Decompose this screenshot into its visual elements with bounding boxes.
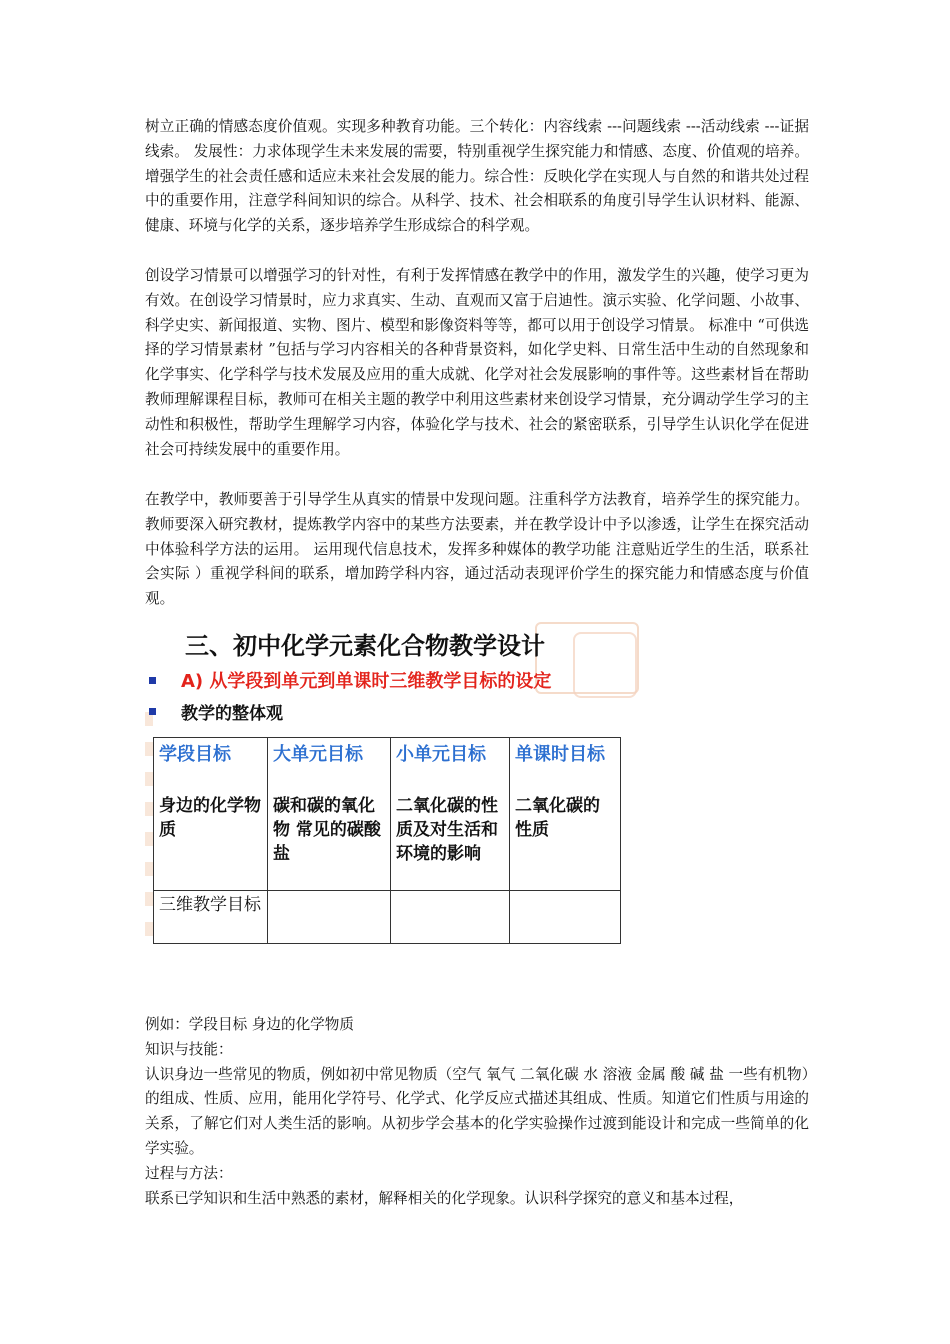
table-cell xyxy=(391,738,510,891)
paragraph-knowledge: 认识身边一些常见的物质，例如初中常见物质（空气 氧气 二氧化碳 水 溶液 金属 酸 碱 盐 一些有机物）的组成、性质、应用，能用化学符号、化学式、化学反应式描述其组成、性质。知道它们性质与用途的关系，了解它们对人类生活的影响。从初步学会基本的化学实验操作过渡到能设计和完成一些简单的化学实验。 xyxy=(145,1065,809,1157)
bullet-icon xyxy=(149,677,156,684)
slide-bullet-objectives: A) 从学段到单元到单课时三维教学目标的设定 xyxy=(181,671,552,692)
slide-title: 三、初中化学元素化合物教学设计 xyxy=(185,632,545,660)
section-heading-knowledge: 知识与技能： xyxy=(145,1040,233,1058)
table-cell xyxy=(154,738,268,891)
table-cell xyxy=(154,891,268,944)
table-cell xyxy=(510,738,621,891)
cell-text: 二氧化碳的性质 xyxy=(515,796,600,840)
cell-text: 碳和碳的氧化物 常见的碳酸盐 xyxy=(273,796,381,864)
paragraph-teaching-methods: 在教学中，教师要善于引导学生从真实的情景中发现问题。注重科学方法教育，培养学生的探究能力。教师要深入研究教材，提炼教学内容中的某些方法要素，并在教学设计中予以渗透，让学生在探究活动中体验科学方法的运用。 运用现代信息技术，发挥多种媒体的教学功能 注意贴近学生的生活，联系社会实际 ）重视学科间的联系，增加跨学科内容，通过活动表现评价学生的探究能力和情感态度与价值观。 xyxy=(145,491,809,608)
row-label: 三维教学目标 xyxy=(159,895,261,915)
section-heading-process: 过程与方法： xyxy=(145,1164,233,1182)
cell-text: 二氧化碳的性质及对生活和环境的影响 xyxy=(396,796,498,864)
bullet-icon xyxy=(149,708,156,715)
paragraph-learning-scenarios: 创设学习情景可以增强学习的针对性，有利于发挥情感在教学中的作用，激发学生的兴趣，使学习更为有效。在创设学习情景时，应力求真实、生动、直观而又富于启迪性。演示实验、化学问题、小故事、科学史实、新闻报道、实物、图片、模型和影像资料等等，都可以用于创设学习情景。 标准中 “可供选择的学习情景素材 ”包括与学习内容相关的各种背景资料，如化学史料、日常生活中生动的自然现象和化学事实、化学科学与技术发展及应用的重大成就、化学对社会发展影响的事件等。这些素材旨在帮助教师理解课程目标，教师可在相关主题的教学中利用这些素材来创设学习情景，充分调动学生学习的主动性和积极性，帮助学生理解学习内容，体验化学与技术、社会的紧密联系，引导学生认识化学在促进社会可持续发展中的重要作用。 xyxy=(145,267,809,458)
paragraph-process: 联系已学知识和生活中熟悉的素材，解释相关的化学现象。认识科学探究的意义和基本过程， xyxy=(145,1189,744,1207)
column-header: 小单元目标 xyxy=(396,744,486,765)
watermark-seal xyxy=(573,632,637,698)
table-row xyxy=(154,738,621,891)
example-line: 例如：学段目标 身边的化学物质 xyxy=(145,1016,354,1033)
table-cell xyxy=(391,891,510,944)
cell-text: 身边的化学物质 xyxy=(159,796,261,840)
goals-table xyxy=(153,737,621,944)
table-row xyxy=(154,891,621,944)
paragraph-values: 树立正确的情感态度价值观。实现多种教育功能。三个转化：内容线索 ---问题线索 ---活动线索 ---证据线索。 发展性：力求体现学生未来发展的需要，特别重视学生探究能力和情感、态度、价值观的培养。增强学生的社会责任感和适应未来社会发展的能力。综合性：反映化学在实现人与自然的和谐共处过程中的重要作用，注意学科间知识的综合。从科学、技术、社会相联系的角度引导学生认识材料、能源、健康、环境与化学的关系，逐步培养学生形成综合的科学观。 xyxy=(145,118,809,235)
column-header: 单课时目标 xyxy=(515,744,605,765)
slide-bullet-overall-view: 教学的整体观 xyxy=(181,704,283,724)
bottom-section xyxy=(145,1013,809,1211)
column-header: 学段目标 xyxy=(159,744,231,765)
table-cell xyxy=(268,738,391,891)
column-header: 大单元目标 xyxy=(273,744,363,765)
embedded-slide xyxy=(145,622,635,960)
table-cell xyxy=(268,891,391,944)
table-cell xyxy=(510,891,621,944)
watermark-strip xyxy=(145,712,153,952)
